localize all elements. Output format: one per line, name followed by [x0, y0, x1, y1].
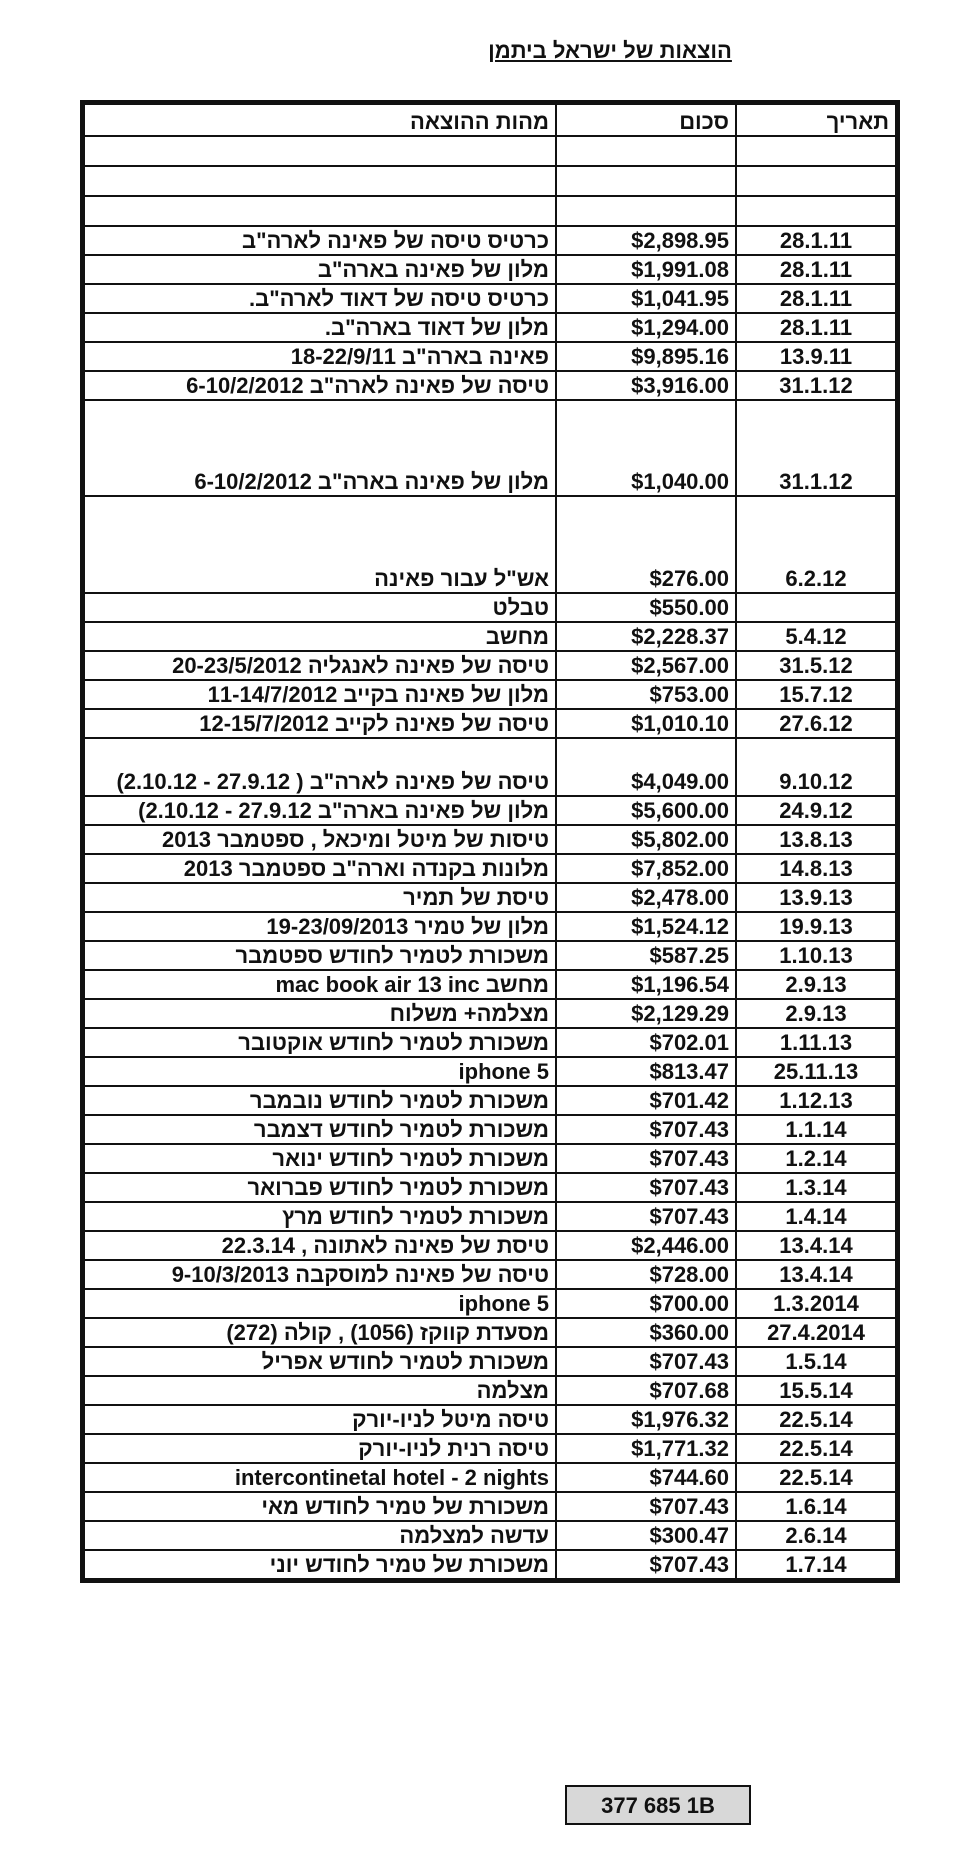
- sum-cell: $1,294.00: [556, 313, 736, 342]
- sum-cell: $550.00: [556, 593, 736, 622]
- blank-row: [84, 166, 896, 196]
- sum-cell: $1,010.10: [556, 709, 736, 738]
- sum-cell: $744.60: [556, 1463, 736, 1492]
- table-row: [84, 796, 896, 825]
- description-cell: מחשב: [84, 622, 556, 651]
- date-cell: 24.9.12: [736, 796, 896, 825]
- page-title: הוצאות של ישראל ביתמן: [488, 38, 732, 63]
- table-row: [84, 825, 896, 854]
- date-cell: 1.7.14: [736, 1550, 896, 1579]
- date-cell: 13.4.14: [736, 1231, 896, 1260]
- sum-cell: $707.43: [556, 1347, 736, 1376]
- table-row: [84, 738, 896, 796]
- sum-cell: $1,196.54: [556, 970, 736, 999]
- table-row: [84, 1202, 896, 1231]
- description-cell: משכורת לטמיר לחודש דצמבר: [84, 1115, 556, 1144]
- table-row: [84, 284, 896, 313]
- table-row: [84, 883, 896, 912]
- blank-row: [84, 136, 896, 166]
- sum-cell: $1,524.12: [556, 912, 736, 941]
- sum-cell: $4,049.00: [556, 738, 736, 796]
- date-cell: 31.5.12: [736, 651, 896, 680]
- date-cell: 19.9.13: [736, 912, 896, 941]
- date-cell: 31.1.12: [736, 371, 896, 400]
- description-cell: טיסה של פאינה לקייב 12-15/7/2012: [84, 709, 556, 738]
- sum-cell: $707.43: [556, 1115, 736, 1144]
- date-cell: 13.9.11: [736, 342, 896, 371]
- date-cell: 1.3.2014: [736, 1289, 896, 1318]
- expenses-table: [83, 103, 897, 1580]
- sum-cell: $1,041.95: [556, 284, 736, 313]
- date-cell: 1.12.13: [736, 1086, 896, 1115]
- description-cell: משכורת לטמיר לחודש נובמבר: [84, 1086, 556, 1115]
- sum-cell: $1,771.32: [556, 1434, 736, 1463]
- header-row: [84, 104, 896, 136]
- sum-cell: $1,991.08: [556, 255, 736, 284]
- sum-cell: $276.00: [556, 496, 736, 593]
- table-row: [84, 1492, 896, 1521]
- date-cell: 22.5.14: [736, 1405, 896, 1434]
- table-row: [84, 371, 896, 400]
- table-row: [84, 593, 896, 622]
- table-row: [84, 1521, 896, 1550]
- table-body: [84, 136, 896, 1579]
- header-description: מהות ההוצאה: [84, 104, 556, 136]
- sum-cell: $2,478.00: [556, 883, 736, 912]
- description-cell: טבלט: [84, 593, 556, 622]
- description-cell: משכורת לטמיר לחודש אוקטובר: [84, 1028, 556, 1057]
- sum-cell: $707.43: [556, 1173, 736, 1202]
- description-cell: מלון של דאוד בארה"ב.: [84, 313, 556, 342]
- date-cell: 22.5.14: [736, 1434, 896, 1463]
- table-row: [84, 622, 896, 651]
- description-cell: iphone 5: [84, 1289, 556, 1318]
- sum-cell: $813.47: [556, 1057, 736, 1086]
- description-cell: משכורת של טמיר לחודש מאי: [84, 1492, 556, 1521]
- table-row: [84, 1028, 896, 1057]
- date-cell: 1.5.14: [736, 1347, 896, 1376]
- table-row: [84, 1289, 896, 1318]
- table-row: [84, 1173, 896, 1202]
- table-row: [84, 941, 896, 970]
- description-cell: מלון של פאינה בארה"ב: [84, 255, 556, 284]
- description-cell: פאינה בארה"ב 18-22/9/11: [84, 342, 556, 371]
- table-row: [84, 1347, 896, 1376]
- table-row: [84, 1550, 896, 1579]
- date-cell: 2.9.13: [736, 970, 896, 999]
- description-cell: מלון של פאינה בקייב 11-14/7/2012: [84, 680, 556, 709]
- sum-cell: $707.68: [556, 1376, 736, 1405]
- description-cell: טיסת של תמיר: [84, 883, 556, 912]
- description-cell: מלון של פאינה בארה"ב 6-10/2/2012: [84, 400, 556, 496]
- description-cell: משכורת לטמיר לחודש אפריל: [84, 1347, 556, 1376]
- description-cell: משכורת לטמיר לחודש ינואר: [84, 1144, 556, 1173]
- sum-cell: $2,567.00: [556, 651, 736, 680]
- date-cell: 31.1.12: [736, 400, 896, 496]
- table-row: [84, 709, 896, 738]
- table-row: [84, 1057, 896, 1086]
- blank-cell: [736, 166, 896, 196]
- description-cell: מלון של פאינה בארה"ב 27.9.12 - 2.10.12): [84, 796, 556, 825]
- table-row: [84, 1231, 896, 1260]
- blank-cell: [84, 196, 556, 226]
- table-row: [84, 342, 896, 371]
- date-cell: 2.6.14: [736, 1521, 896, 1550]
- sum-cell: $707.43: [556, 1550, 736, 1579]
- sum-cell: $5,802.00: [556, 825, 736, 854]
- description-cell: אש"ל עבור פאינה: [84, 496, 556, 593]
- description-cell: מחשב mac book air 13 inc: [84, 970, 556, 999]
- blank-cell: [556, 196, 736, 226]
- date-cell: 15.7.12: [736, 680, 896, 709]
- table-row: [84, 999, 896, 1028]
- date-cell: 25.11.13: [736, 1057, 896, 1086]
- sum-cell: $700.00: [556, 1289, 736, 1318]
- date-cell: 1.3.14: [736, 1173, 896, 1202]
- sum-cell: $300.47: [556, 1521, 736, 1550]
- date-cell: 14.8.13: [736, 854, 896, 883]
- date-cell: [736, 593, 896, 622]
- sum-cell: $728.00: [556, 1260, 736, 1289]
- sum-cell: $753.00: [556, 680, 736, 709]
- date-cell: 28.1.11: [736, 284, 896, 313]
- description-cell: טיסת של פאינה לאתונה , 22.3.14: [84, 1231, 556, 1260]
- date-cell: 5.4.12: [736, 622, 896, 651]
- table-row: [84, 1115, 896, 1144]
- date-cell: 1.6.14: [736, 1492, 896, 1521]
- date-cell: 1.1.14: [736, 1115, 896, 1144]
- table-row: [84, 680, 896, 709]
- table-row: [84, 255, 896, 284]
- date-cell: 9.10.12: [736, 738, 896, 796]
- table-row: [84, 970, 896, 999]
- description-cell: מלון של טמיר 19-23/09/2013: [84, 912, 556, 941]
- description-cell: טיסה מיטל לניו-יורק: [84, 1405, 556, 1434]
- date-cell: 27.6.12: [736, 709, 896, 738]
- description-cell: מלונות בקנדה וארה"ב ספטמבר 2013: [84, 854, 556, 883]
- date-cell: 2.9.13: [736, 999, 896, 1028]
- description-cell: מסעדת קווקז (1056) , קולה (272): [84, 1318, 556, 1347]
- sum-cell: $707.43: [556, 1144, 736, 1173]
- description-cell: טיסה של פאינה לארה"ב ( 27.9.12 - 2.10.12): [84, 738, 556, 796]
- blank-cell: [556, 166, 736, 196]
- blank-cell: [736, 196, 896, 226]
- description-cell: כרטיס טיסה של פאינה לארה"ב: [84, 226, 556, 255]
- description-cell: טיסה של פאינה למוסקבה 9-10/3/2013: [84, 1260, 556, 1289]
- sum-cell: $702.01: [556, 1028, 736, 1057]
- description-cell: משכורת של טמיר לחודש יוני: [84, 1550, 556, 1579]
- date-cell: 15.5.14: [736, 1376, 896, 1405]
- sum-cell: $9,895.16: [556, 342, 736, 371]
- sum-cell: $707.43: [556, 1202, 736, 1231]
- header-sum: סכום: [556, 104, 736, 136]
- table-row: [84, 1260, 896, 1289]
- description-cell: משכורת לטמיר לחודש פברואר: [84, 1173, 556, 1202]
- sum-cell: $2,446.00: [556, 1231, 736, 1260]
- description-cell: עדשה למצלמה: [84, 1521, 556, 1550]
- sum-cell: $360.00: [556, 1318, 736, 1347]
- sum-cell: $707.43: [556, 1492, 736, 1521]
- table-row: [84, 651, 896, 680]
- table-row: [84, 313, 896, 342]
- date-cell: 1.2.14: [736, 1144, 896, 1173]
- blank-cell: [736, 136, 896, 166]
- description-cell: טיסות של מיטל ומיכאל , ספטמבר 2013: [84, 825, 556, 854]
- date-cell: 22.5.14: [736, 1463, 896, 1492]
- description-cell: טיסה של פאינה לאנגליה 20-23/5/2012: [84, 651, 556, 680]
- header-date: תאריך: [736, 104, 896, 136]
- expenses-sheet: [80, 100, 900, 1583]
- date-cell: 13.4.14: [736, 1260, 896, 1289]
- description-cell: intercontinetal hotel - 2 nights: [84, 1463, 556, 1492]
- date-cell: 1.4.14: [736, 1202, 896, 1231]
- blank-cell: [84, 166, 556, 196]
- date-cell: 28.1.11: [736, 313, 896, 342]
- date-cell: 13.9.13: [736, 883, 896, 912]
- description-cell: iphone 5: [84, 1057, 556, 1086]
- description-cell: מצלמה+ משלוח: [84, 999, 556, 1028]
- table-row: [84, 912, 896, 941]
- table-row: [84, 1318, 896, 1347]
- table-row: [84, 1376, 896, 1405]
- description-cell: טיסה של פאינה לארה"ב 6-10/2/2012: [84, 371, 556, 400]
- description-cell: טיסה רנית לניו-יורק: [84, 1434, 556, 1463]
- table-row: [84, 1144, 896, 1173]
- document-stamp: 377 685 1B: [565, 1785, 751, 1825]
- table-row: [84, 496, 896, 593]
- sum-cell: $3,916.00: [556, 371, 736, 400]
- sum-cell: $2,898.95: [556, 226, 736, 255]
- date-cell: 28.1.11: [736, 255, 896, 284]
- description-cell: משכורת לטמיר לחודש מרץ: [84, 1202, 556, 1231]
- date-cell: 28.1.11: [736, 226, 896, 255]
- sum-cell: $1,976.32: [556, 1405, 736, 1434]
- blank-cell: [556, 136, 736, 166]
- sum-cell: $5,600.00: [556, 796, 736, 825]
- date-cell: 1.11.13: [736, 1028, 896, 1057]
- table-row: [84, 1086, 896, 1115]
- date-cell: 6.2.12: [736, 496, 896, 593]
- date-cell: 27.4.2014: [736, 1318, 896, 1347]
- sum-cell: $7,852.00: [556, 854, 736, 883]
- blank-cell: [84, 136, 556, 166]
- sum-cell: $2,129.29: [556, 999, 736, 1028]
- description-cell: מצלמה: [84, 1376, 556, 1405]
- table-row: [84, 1405, 896, 1434]
- sum-cell: $2,228.37: [556, 622, 736, 651]
- table-row: [84, 1434, 896, 1463]
- description-cell: כרטיס טיסה של דאוד לארה"ב.: [84, 284, 556, 313]
- blank-row: [84, 196, 896, 226]
- sum-cell: $701.42: [556, 1086, 736, 1115]
- date-cell: 13.8.13: [736, 825, 896, 854]
- table-row: [84, 1463, 896, 1492]
- table-row: [84, 854, 896, 883]
- sum-cell: $587.25: [556, 941, 736, 970]
- table-row: [84, 226, 896, 255]
- description-cell: משכורת לטמיר לחודש ספטמבר: [84, 941, 556, 970]
- table-row: [84, 400, 896, 496]
- date-cell: 1.10.13: [736, 941, 896, 970]
- sum-cell: $1,040.00: [556, 400, 736, 496]
